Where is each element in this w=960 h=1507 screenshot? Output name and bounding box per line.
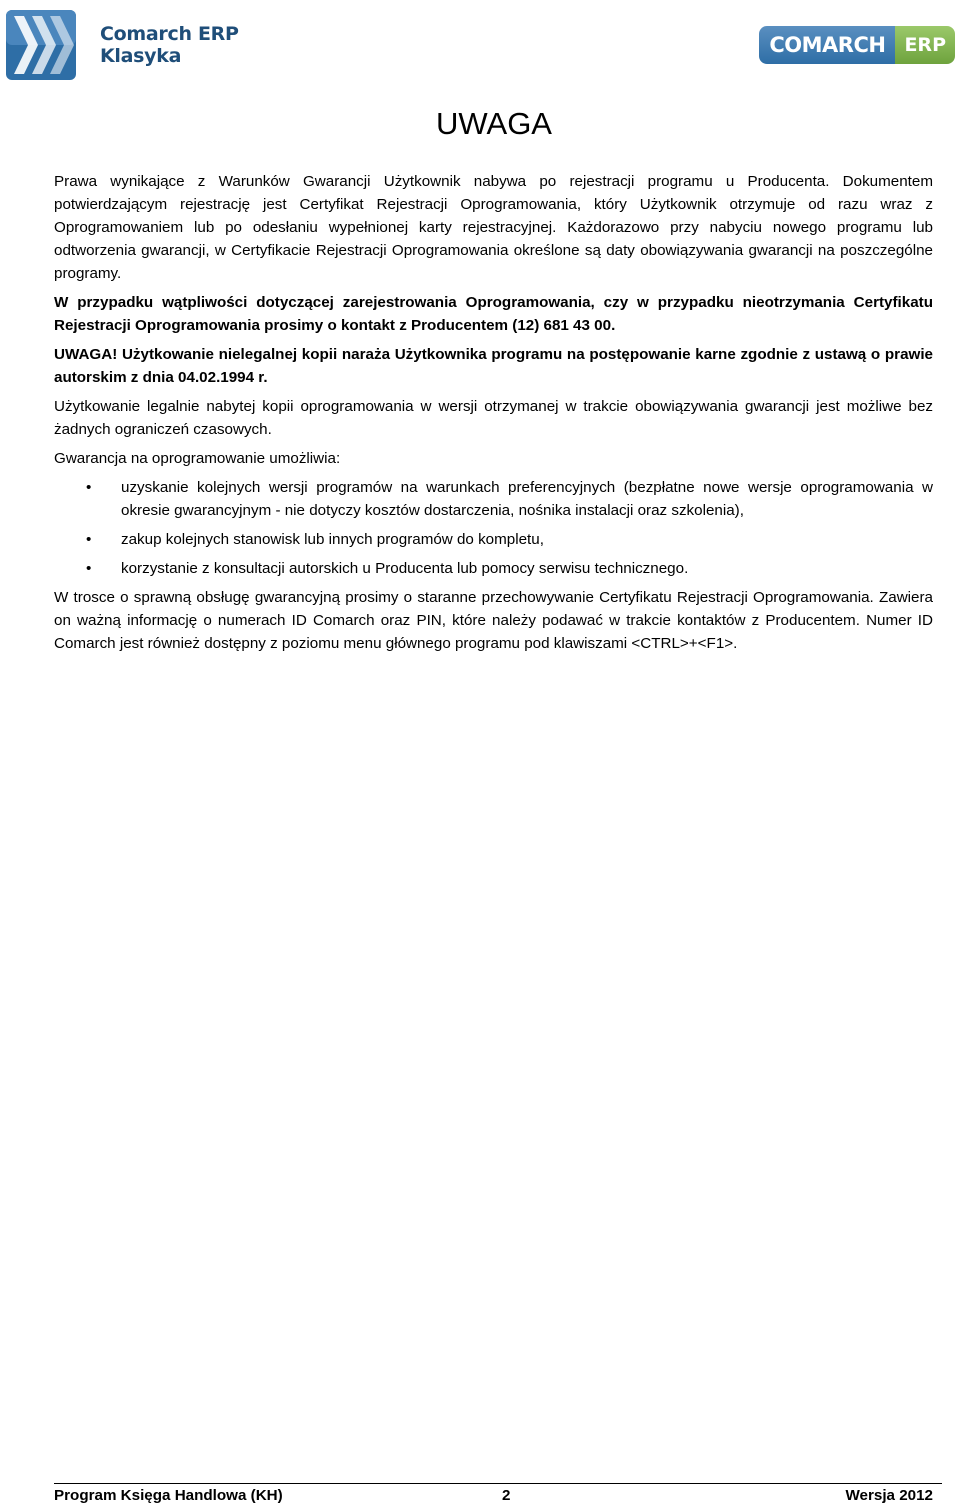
list-item-text: uzyskanie kolejnych wersji programów na warunkach preferencyjnych (bezpłatne nowe wersje oprogramowania w okresie gwarancyjnym - nie dotyczy kosztów dostarczenia, nośnika instalacji oraz szkolenia), bbox=[121, 479, 933, 519]
brand-word: COMARCH bbox=[759, 26, 895, 64]
comarch-chevron-logo-icon bbox=[6, 10, 76, 80]
paragraph-contact: W przypadku wątpliwości dotyczącej zarejestrowania Oprogramowania, czy w przypadku nieotrzymania Certyfikatu Rejestracji Oprogramowania prosimy o kontakt z Producentem (12) 681 43 00. bbox=[54, 294, 933, 334]
bullet-icon: • bbox=[86, 531, 92, 548]
header-logo-left bbox=[6, 10, 239, 80]
list-item-text: zakup kolejnych stanowisk lub innych programów do kompletu, bbox=[121, 531, 544, 548]
footer-page-number: 2 bbox=[502, 1487, 511, 1504]
bullet-icon: • bbox=[86, 479, 92, 496]
comarch-erp-logo bbox=[759, 26, 955, 64]
list-item bbox=[54, 528, 933, 551]
list-item bbox=[54, 476, 933, 522]
main-content bbox=[54, 170, 933, 661]
bullet-icon: • bbox=[86, 560, 92, 577]
paragraph-warning: UWAGA! Użytkowanie nielegalnej kopii naraża Użytkownika programu na postępowanie karne zgodnie z ustawą o prawie autorskim z dnia 04.02.1994 r. bbox=[54, 346, 933, 386]
product-name-line1: Comarch ERP bbox=[100, 23, 239, 45]
page-title: UWAGA bbox=[436, 106, 552, 141]
product-name bbox=[100, 23, 239, 67]
paragraph-legal-use: Użytkowanie legalnie nabytej kopii oprogramowania w wersji otrzymanej w trakcie obowiązywania gwarancji jest możliwe bez żadnych ograniczeń czasowych. bbox=[54, 398, 933, 438]
page-footer bbox=[54, 1483, 942, 1504]
list-item bbox=[54, 557, 933, 580]
footer-version: Wersja 2012 bbox=[845, 1487, 933, 1504]
warranty-benefits-list bbox=[54, 476, 933, 580]
brand-suffix: ERP bbox=[895, 26, 955, 64]
paragraph-closing: W trosce o sprawną obsługę gwarancyjną prosimy o staranne przechowywanie Certyfikatu Rejestracji Oprogramowania. Zawiera on ważną informację o numerach ID Comarch oraz PIN, które należy podawać w trakcie kontaktów z Producentem. Numer ID Comarch jest również dostępny z poziomu menu głównego programu pod klawiszami <CTRL>+<F1>. bbox=[54, 589, 933, 652]
footer-program-name: Program Księga Handlowa (KH) bbox=[54, 1487, 283, 1504]
list-item-text: korzystanie z konsultacji autorskich u Producenta lub pomocy serwisu technicznego. bbox=[121, 560, 689, 577]
paragraph-registration: Prawa wynikające z Warunków Gwarancji Użytkownik nabywa po rejestracji programu u Producenta. Dokumentem potwierdzającym rejestrację jest Certyfikat Rejestracji Oprogramowania, który Użytkownik otrzymuje od razu wraz z Oprogramowaniem lub po odesłaniu wypełnionej karty rejestracyjnej. Każdorazowo przy nabyciu nowego programu lub odtworzenia gwarancji, w Certyfikacie Rejestracji Oprogramowania określone są daty obowiązywania gwarancji na poszczególne programy. bbox=[54, 173, 933, 282]
paragraph-warranty-intro: Gwarancja na oprogramowanie umożliwia: bbox=[54, 450, 341, 467]
product-name-line2: Klasyka bbox=[100, 45, 182, 67]
